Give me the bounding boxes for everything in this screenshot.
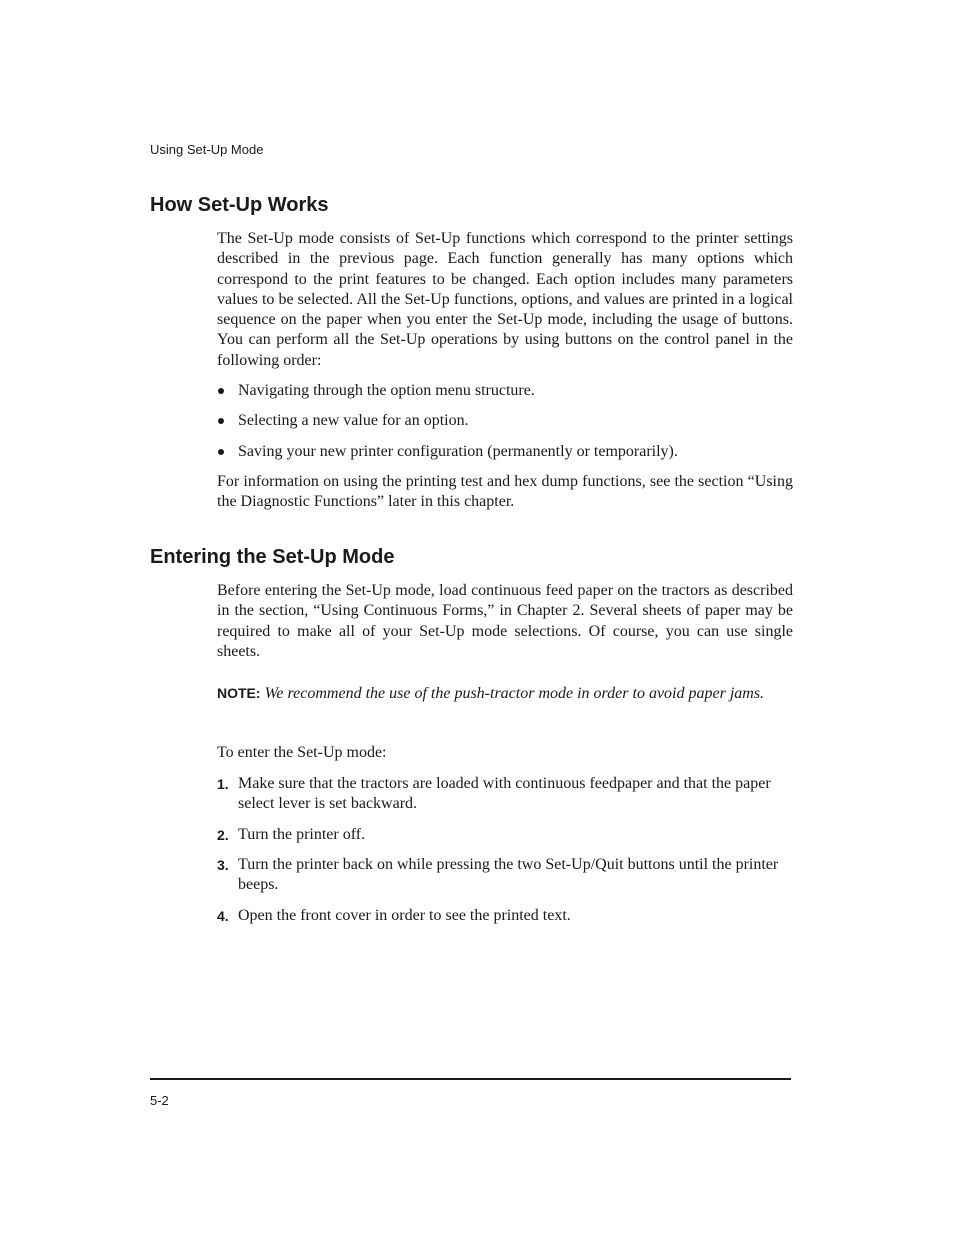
step-number: 1. xyxy=(217,776,229,792)
footer-rule xyxy=(150,1078,791,1080)
paragraph-text: To enter the Set-Up mode: xyxy=(217,744,387,761)
note-callout xyxy=(217,683,793,704)
section1-closing-paragraph xyxy=(217,472,793,513)
numbered-step xyxy=(217,825,793,845)
bullet-text: Selecting a new value for an option. xyxy=(238,412,469,429)
steps-lead-in xyxy=(217,743,793,763)
step-number: 3. xyxy=(217,857,229,873)
step-number: 4. xyxy=(217,908,229,924)
bullet-icon xyxy=(218,388,224,394)
paragraph-text: For information on using the printing test and hex dump functions, see the section “Using the Diagnostic Functions” later in this chapter. xyxy=(217,473,793,511)
note-text: We recommend the use of the push-tractor mode in order to avoid paper jams. xyxy=(264,685,765,702)
step-number: 2. xyxy=(217,827,229,843)
paragraph-text: The Set-Up mode consists of Set-Up functions which correspond to the printer settings described in the previous page. Each function generally has many options which correspond to the print features to be changed. Each option includes many parameters values to be selected. All the Set-Up functions, options, and values are printed in a logical sequence on the paper when you enter the Set-Up mode, including the usage of buttons. You can perform all the Set-Up operations by using buttons on the control panel in the following order: xyxy=(217,230,793,369)
bullet-item xyxy=(217,381,793,401)
section1-intro-paragraph xyxy=(217,229,793,371)
numbered-step xyxy=(217,774,793,815)
bullet-item xyxy=(217,411,793,431)
bullet-text: Navigating through the option menu structure. xyxy=(238,382,535,399)
paragraph-text: Before entering the Set-Up mode, load continuous feed paper on the tractors as described in the section, “Using Continuous Forms,” in Chapter 2. Several sheets of paper may be required to make all of your Set-Up mode selections. Of course, you can use single sheets. xyxy=(217,582,793,660)
running-head: Using Set-Up Mode xyxy=(150,142,264,157)
step-text: Make sure that the tractors are loaded with continuous feedpaper and that the paper select lever is set backward. xyxy=(238,775,771,813)
numbered-step xyxy=(217,855,793,896)
section2-intro-paragraph xyxy=(217,581,793,662)
bullet-text: Saving your new printer configuration (permanently or temporarily). xyxy=(238,443,678,460)
bullet-icon xyxy=(218,449,224,455)
step-text: Turn the printer off. xyxy=(238,826,366,843)
bullet-item xyxy=(217,442,793,462)
page-number: 5-2 xyxy=(150,1093,169,1108)
bullet-icon xyxy=(218,418,224,424)
step-text: Open the front cover in order to see the printed text. xyxy=(238,907,571,924)
section-heading-entering-setup-mode: Entering the Set-Up Mode xyxy=(150,546,395,568)
section-heading-how-setup-works: How Set-Up Works xyxy=(150,194,329,216)
numbered-step xyxy=(217,906,793,926)
note-label: NOTE: xyxy=(217,685,261,701)
step-text: Turn the printer back on while pressing the two Set-Up/Quit buttons until the printer beeps. xyxy=(238,856,779,894)
